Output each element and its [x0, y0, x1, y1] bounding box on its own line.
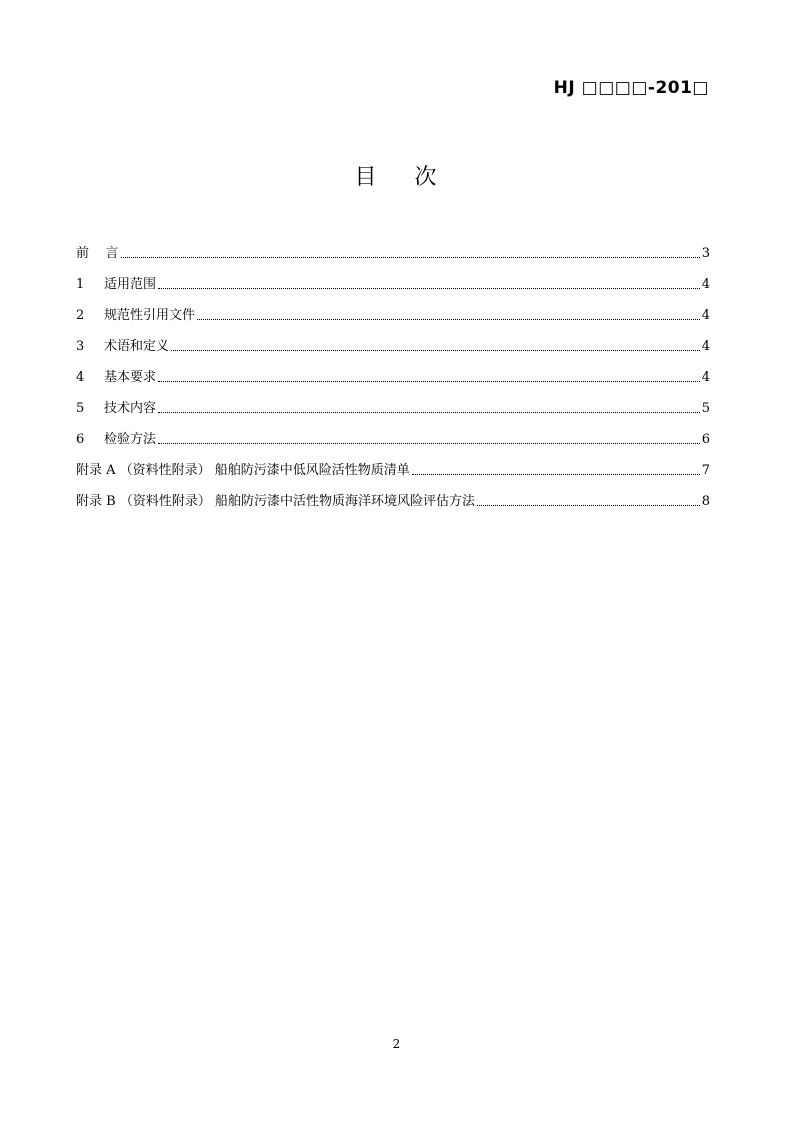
toc-entry-page: 8 [701, 494, 710, 509]
toc-dot-leader [158, 443, 700, 444]
toc-dot-leader [158, 412, 700, 413]
toc-entry-page: 5 [701, 401, 710, 416]
toc-entry-text: 技术内容 [104, 401, 157, 416]
toc-entry-foreword[interactable] [76, 231, 710, 262]
toc-dot-leader [412, 474, 700, 475]
toc-entry-page: 4 [701, 277, 710, 292]
toc-entry-text: 基本要求 [104, 370, 157, 385]
toc-entry-2[interactable] [76, 293, 710, 324]
toc-entry-page: 6 [701, 432, 710, 447]
toc-dot-leader [197, 319, 700, 320]
toc-entry-number: 5 [76, 401, 85, 416]
toc-entry-text: 适用范围 [104, 277, 157, 292]
toc-entry-number: 3 [76, 339, 85, 354]
toc-entry-page: 4 [701, 339, 710, 354]
toc-dot-leader [477, 505, 700, 506]
toc-dot-leader [171, 350, 700, 351]
toc-dot-leader [121, 257, 700, 258]
toc-entry-text: 前 言 [76, 246, 119, 261]
toc-entry-text: 检验方法 [104, 432, 157, 447]
toc-title: 目 次 [354, 165, 439, 190]
toc-entry-4[interactable] [76, 355, 710, 386]
toc-entry-number: 6 [76, 432, 85, 447]
toc-entry-text: 附录 B （资料性附录） 船舶防污漆中活性物质海洋环境风险评估方法 [76, 494, 475, 509]
toc-dot-leader [158, 288, 700, 289]
toc-entry-text: 术语和定义 [104, 339, 170, 354]
toc-entry-text: 附录 A （资料性附录） 船舶防污漆中低风险活性物质清单 [76, 463, 410, 478]
toc-entry-page: 4 [701, 370, 710, 385]
toc-entry-appendix-a[interactable] [76, 448, 710, 479]
toc-entry-page: 3 [701, 246, 710, 261]
toc-entry-5[interactable] [76, 386, 710, 417]
toc-entry-1[interactable] [76, 262, 710, 293]
toc-dot-leader [158, 381, 700, 382]
toc-entry-number: 4 [76, 370, 85, 385]
toc-entry-3[interactable] [76, 324, 710, 355]
table-of-contents [76, 231, 710, 510]
toc-entry-text: 规范性引用文件 [104, 308, 196, 323]
toc-entry-page: 7 [701, 463, 710, 478]
toc-entry-6[interactable] [76, 417, 710, 448]
toc-entry-appendix-b[interactable] [76, 479, 710, 510]
toc-entry-number: 1 [76, 277, 85, 292]
page-number: 2 [392, 1037, 401, 1051]
toc-entry-page: 4 [701, 308, 710, 323]
document-code: HJ □□□□-201□ [553, 78, 709, 98]
toc-entry-number: 2 [76, 308, 85, 323]
